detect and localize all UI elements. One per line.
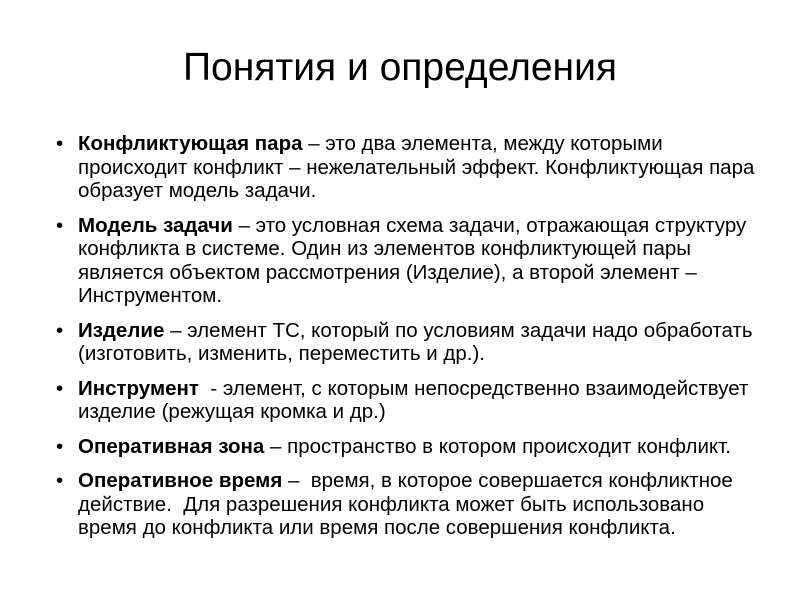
definition-term: Оперативное время [78,469,283,492]
definitions-list [0,132,800,551]
definition-item-product [0,319,800,366]
bullet-icon: • [56,318,64,342]
bullet-icon: • [56,434,64,458]
definition-item-tool [0,377,800,424]
definition-text: – элемент ТС, который по условиям задачи надо обработать (изготовить, изменить, переместить и др.). [78,318,753,365]
definition-text: – это условная схема задачи, отражающая структуру конфликта в системе. Один из элементов конфликтующей пары является объектом рассмотрения (Изделие), а второй элемент – Инструментом. [78,213,747,307]
slide-title: Понятия и определения [183,46,617,89]
bullet-icon: • [56,376,64,400]
bullet-icon: • [56,469,64,492]
definition-item-task-model [0,214,800,308]
definition-item-operative-time [0,469,800,540]
definition-text: – время, в которое совершается конфликтное действие. Для разрешения конфликта может быть использовано время до конфликта или время после совершения конфликта. [78,469,739,539]
definition-item-conflicting-pair [0,132,800,203]
definition-text: – пространство в котором происходит конфликт. [264,434,731,458]
bullet-icon: • [56,132,64,155]
definition-term: Конфликтующая пара [78,132,303,155]
definition-term: Инструмент [78,376,199,400]
bullet-icon: • [56,213,64,237]
definition-term: Изделие [78,318,165,342]
definition-term: Оперативная зона [78,434,265,458]
definition-text: – это два элемента, между которыми происходит конфликт – нежелательный эффект. Конфликтующая пара образует модель задачи. [78,132,755,202]
definition-item-operative-zone [0,435,800,459]
definition-term: Модель задачи [78,213,233,237]
definition-text: - элемент, с которым непосредственно взаимодействует изделие (режущая кромка и др.) [78,376,755,423]
